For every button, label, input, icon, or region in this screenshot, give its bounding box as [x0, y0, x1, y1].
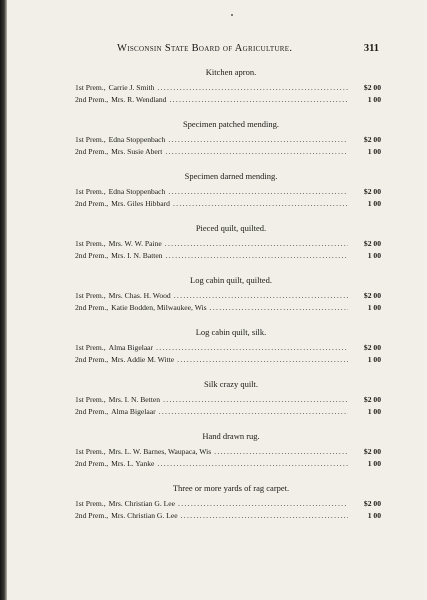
premium-place: 1st Prem.,	[75, 291, 106, 300]
section-title: Silk crazy quilt.	[203, 379, 259, 389]
premium-amount: 1 00	[367, 511, 381, 520]
premium-place: 2nd Prem.,	[75, 251, 109, 260]
premium-amount: $2 00	[363, 187, 381, 196]
premium-amount: $2 00	[363, 343, 381, 352]
premium-place: 1st Prem.,	[75, 395, 106, 404]
premium-list	[75, 66, 381, 534]
dot-leader	[157, 82, 348, 94]
premium-place: 1st Prem.,	[75, 187, 106, 196]
dot-leader	[166, 250, 348, 262]
award-row	[75, 394, 381, 406]
award-row	[75, 198, 381, 210]
dot-leader	[165, 238, 348, 250]
section-title: Three or more yards of rag carpet.	[172, 483, 290, 493]
section-title: Hand drawn rug.	[202, 431, 260, 441]
award-row	[75, 94, 381, 106]
premium-place: 2nd Prem.,	[75, 95, 109, 104]
winner-name: Mrs. I. N. Batten	[111, 251, 163, 260]
winner-name: Carrie J. Smith	[108, 83, 155, 92]
page-header	[117, 43, 379, 59]
award-section	[75, 378, 381, 418]
award-row	[75, 458, 381, 470]
award-section	[75, 170, 381, 210]
winner-name: Mrs. R. Wendland	[111, 95, 167, 104]
winner-name: Mrs. Christian G. Lee	[111, 511, 178, 520]
award-row	[75, 238, 381, 250]
dot-leader	[165, 146, 348, 158]
premium-amount: $2 00	[363, 83, 381, 92]
page-number: 311	[363, 43, 379, 54]
award-row	[75, 354, 381, 366]
premium-place: 1st Prem.,	[75, 447, 106, 456]
premium-amount: $2 00	[363, 447, 381, 456]
award-section	[75, 326, 381, 366]
winner-name: Mrs. Christian G. Lee	[108, 499, 176, 508]
award-row	[75, 186, 381, 198]
dot-leader	[173, 198, 348, 210]
winner-name: Mrs. L. Yanke	[111, 459, 155, 468]
dot-leader	[181, 510, 348, 522]
premium-place: 1st Prem.,	[75, 135, 106, 144]
premium-place: 2nd Prem.,	[75, 511, 109, 520]
premium-place: 2nd Prem.,	[75, 407, 109, 416]
premium-place: 2nd Prem.,	[75, 147, 109, 156]
section-title: Specimen darned mending.	[184, 171, 278, 181]
section-title: Specimen patched mending.	[182, 119, 280, 129]
section-title: Log cabin quilt, quilted.	[190, 275, 272, 285]
winner-name: Mrs. I. N. Betten	[108, 395, 161, 404]
award-section	[75, 118, 381, 158]
winner-name: Mrs. Addie M. Witte	[111, 355, 175, 364]
premium-amount: $2 00	[363, 499, 381, 508]
winner-name: Edna Stoppenbach	[108, 187, 166, 196]
dot-leader	[174, 290, 348, 302]
award-row	[75, 250, 381, 262]
winner-name: Katie Bodden, Milwaukee, Wis	[111, 303, 207, 312]
winner-name: Mrs. W. W. Paine	[108, 239, 162, 248]
dot-leader	[214, 446, 348, 458]
award-row	[75, 342, 381, 354]
dot-leader	[157, 458, 348, 470]
dot-leader	[163, 394, 348, 406]
section-title: Kitchen apron.	[205, 67, 257, 77]
award-row	[75, 82, 381, 94]
winner-name: Alma Bigelaar	[108, 343, 154, 352]
section-title: Pieced quilt, quilted.	[195, 223, 267, 233]
dot-leader	[168, 186, 348, 198]
award-row	[75, 302, 381, 314]
award-row	[75, 446, 381, 458]
premium-amount: 1 00	[367, 459, 381, 468]
winner-name: Mrs. Giles Hibbard	[111, 199, 170, 208]
premium-place: 2nd Prem.,	[75, 355, 109, 364]
winner-name: Mrs. Susie Abert	[111, 147, 163, 156]
dot-leader	[177, 354, 348, 366]
premium-amount: 1 00	[367, 407, 381, 416]
section-title: Log cabin quilt, silk.	[195, 327, 267, 337]
award-row	[75, 406, 381, 418]
premium-amount: 1 00	[367, 251, 381, 260]
premium-place: 2nd Prem.,	[75, 199, 109, 208]
winner-name: Mrs. L. W. Barnes, Waupaca, Wis	[108, 447, 212, 456]
winner-name: Edna Stoppenbach	[108, 135, 166, 144]
premium-place: 1st Prem.,	[75, 83, 106, 92]
premium-place: 1st Prem.,	[75, 499, 106, 508]
award-section	[75, 482, 381, 522]
award-row	[75, 134, 381, 146]
award-row	[75, 146, 381, 158]
premium-amount: 1 00	[367, 147, 381, 156]
premium-amount: 1 00	[367, 355, 381, 364]
document-page	[7, 0, 427, 600]
premium-place: 1st Prem.,	[75, 239, 106, 248]
award-section	[75, 430, 381, 470]
dot-leader	[169, 94, 348, 106]
dot-leader	[159, 406, 348, 418]
premium-amount: 1 00	[367, 199, 381, 208]
premium-place: 2nd Prem.,	[75, 303, 109, 312]
premium-place: 1st Prem.,	[75, 343, 106, 352]
award-row	[75, 498, 381, 510]
award-row	[75, 510, 381, 522]
award-row	[75, 290, 381, 302]
premium-amount: $2 00	[363, 395, 381, 404]
dot-leader	[210, 302, 348, 314]
premium-amount: 1 00	[367, 95, 381, 104]
premium-amount: $2 00	[363, 135, 381, 144]
award-section	[75, 274, 381, 314]
dot-leader	[168, 134, 348, 146]
premium-place: 2nd Prem.,	[75, 459, 109, 468]
premium-amount: $2 00	[363, 239, 381, 248]
book-spine-edge	[0, 0, 7, 600]
winner-name: Mrs. Chas. H. Wood	[108, 291, 171, 300]
running-title: Wisconsin State Board of Agriculture.	[117, 43, 293, 54]
winner-name: Alma Bigelaar	[111, 407, 156, 416]
award-section	[75, 222, 381, 262]
premium-amount: $2 00	[363, 291, 381, 300]
premium-amount: 1 00	[367, 303, 381, 312]
dot-leader	[178, 498, 348, 510]
award-section	[75, 66, 381, 106]
dot-leader	[156, 342, 348, 354]
print-speck	[231, 14, 233, 16]
